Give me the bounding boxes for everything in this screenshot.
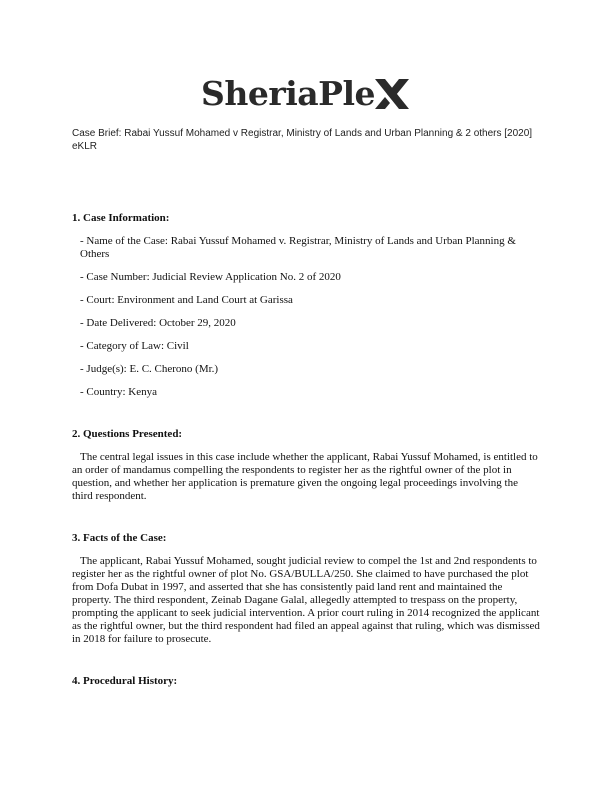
sheriaplex-logo <box>0 74 612 113</box>
case-brief-label: Case Brief: <box>72 128 122 139</box>
list-item: - Court: Environment and Land Court at Garissa <box>80 294 293 306</box>
document-body <box>72 212 540 688</box>
list-item: - Name of the Case: Rabai Yussuf Mohamed v. Registrar, Ministry of Lands and Urban Planning & Others <box>80 235 516 260</box>
section-heading-case-information: 1. Case Information: <box>72 212 170 224</box>
list-item: - Category of Law: Civil <box>80 340 189 352</box>
section-heading-procedural-history: 4. Procedural History: <box>72 675 178 687</box>
section-heading-questions-presented: 2. Questions Presented: <box>72 428 183 440</box>
x-logo-mark-icon <box>373 77 411 111</box>
section-heading-facts: 3. Facts of the Case: <box>72 532 167 544</box>
logo-text: SheriaPle <box>201 74 375 113</box>
section-body-facts: The applicant, Rabai Yussuf Mohamed, sought judicial review to compel the 1st and 2nd respondents to register her as the rightful owner of plot No. GSA/BULLA/250. She claimed to have purchased the plot from Dofa Dubat in 1997, and asserted that she has consistently paid land rent and maintained the property. The third respondent, Zeinab Dagane Galal, allegedly attempted to trespass on the property, prompting the applicant to seek judicial intervention. A prior court ruling in 2014 recognized the applicant as the rightful owner, but the third respondent had filed an appeal against that ruling, which was dismissed in 2018 for failure to prosecute. <box>72 555 540 645</box>
list-item: - Case Number: Judicial Review Application No. 2 of 2020 <box>80 271 341 283</box>
section-body-questions-presented: The central legal issues in this case include whether the applicant, Rabai Yussuf Mohamed, is entitled to an order of mandamus compelling the respondents to register her as the rightful owner of the plot in question, and whether her application is premature given the ongoing legal proceedings involving the third respondent. <box>72 451 538 502</box>
case-brief-title: Rabai Yussuf Mohamed v Registrar, Ministry of Lands and Urban Planning & 2 others [2020] eKLR <box>72 128 533 152</box>
case-brief-line <box>72 127 542 153</box>
list-item: - Date Delivered: October 29, 2020 <box>80 317 236 329</box>
list-item: - Judge(s): E. C. Cherono (Mr.) <box>80 363 219 375</box>
list-item: - Country: Kenya <box>80 386 157 398</box>
